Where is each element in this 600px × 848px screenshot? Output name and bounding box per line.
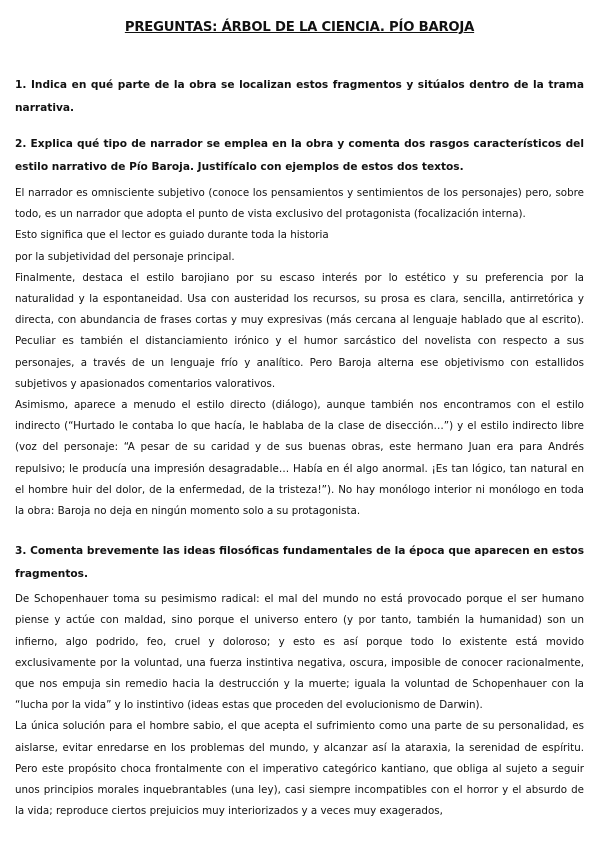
- answer-2-paragraph-1-line-2: Esto significa que el lector es guiado durante toda la historia: [15, 229, 329, 242]
- answer-2-paragraph-2: Finalmente, destaca el estilo barojiano por su escaso interés por lo estético y su preferencia por la naturalidad y la espontaneidad. Usa con austeridad los recursos, su prosa es clara, sencilla, antirretórica y directa, con abundancia de frases cortas y muy expresivas (más cercana al lenguaje hablado que al escrito). Peculiar es también el distanciamiento irónico y el humor sarcástico del novelista con respecto a sus personajes, a través de un lenguaje frío y analítico. Pero Baroja alterna ese objetivismo con estallidos subjetivos y apasionados comentarios valorativos.: [15, 271, 584, 390]
- question-2: 2. Explica qué tipo de narrador se emplea en la obra y comenta dos rasgos característicos del estilo narrativo de Pío Baroja. Justifícalo con ejemplos de estos dos textos.: [15, 138, 584, 173]
- answer-3-paragraph-1: De Schopenhauer toma su pesimismo radical: el mal del mundo no está provocado porque el ser humano piense y actúe con maldad, sino porque el universo entero (y por tanto, también la humanidad) son un infierno, algo podrido, feo, cruel y doloroso; y esto es así porque todo lo existente está movido exclusivamente por la voluntad, una fuerza instintiva negativa, oscura, imposible de conocer racionalmente, que nos empuja sin remedio hacia la destrucción y la muerte; iguala la voluntad de Schopenhauer con la “lucha por la vida” y lo instintivo (ideas estas que proceden del evolucionismo de Darwin).: [15, 593, 584, 712]
- answer-3-paragraph-2: La única solución para el hombre sabio, el que acepta el sufrimiento como una parte de su personalidad, es aislarse, evitar enredarse en los problemas del mundo, y alcanzar así la ataraxia, la serenidad de espíritu. Pero este propósito choca frontalmente con el imperativo categórico kantiano, que obliga al sujeto a seguir unos principios morales inquebrantables (una ley), casi siempre incompatibles con el horror y el absurdo de la vida; reproduce ciertos prejuicios muy interiorizados y a veces muy exagerados,: [15, 720, 584, 818]
- page-title: PREGUNTAS: ÁRBOL DE LA CIENCIA. PÍO BAROJA: [124, 20, 475, 35]
- question-3: 3. Comenta brevemente las ideas filosóficas fundamentales de la época que aparecen en estos fragmentos.: [15, 545, 584, 581]
- answer-2-paragraph-3: Asimismo, aparece a menudo el estilo directo (diálogo), aunque también nos encontramos con el estilo indirecto (“Hurtado le contaba lo que hacía, le hablaba de la clase de disección…”) y el estilo indirecto libre (voz del personaje: “A pesar de su caridad y de sus buenas obras, este hermano Juan era para Andrés repulsivo; le producía una impresión desagradable… Había en él algo anormal. ¡Es tan lógico, tan natural en el hombre huir del dolor, de la enfermedad, de la tristeza!”). No hay monólogo interior ni monólogo en toda la obra: Baroja no deja en ningún momento solo a su protagonista.: [15, 399, 584, 518]
- answer-2-paragraph-1: El narrador es omnisciente subjetivo (conoce los pensamientos y sentimientos de los personajes) pero, sobre todo, es un narrador que adopta el punto de vista exclusivo del protagonista (focalización interna).: [15, 187, 584, 221]
- answer-2: [15, 183, 584, 522]
- question-1: 1. Indica en qué parte de la obra se localizan estos fragmentos y sitúalos dentro de la trama narrativa.: [15, 79, 584, 114]
- answer-2-paragraph-1-line-3: por la subjetividad del personaje principal.: [15, 250, 235, 263]
- answer-3: [15, 589, 584, 822]
